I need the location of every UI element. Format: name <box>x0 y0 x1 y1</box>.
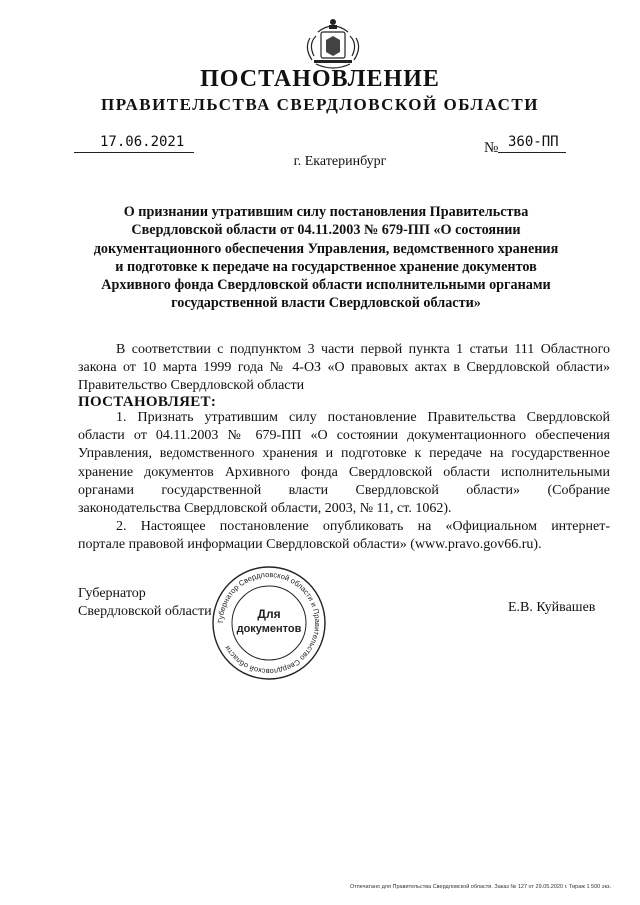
date-underline <box>74 152 194 153</box>
city-line: г. Екатеринбург <box>293 154 387 169</box>
decree-word: ПОСТАНОВЛЯЕТ: <box>78 394 217 410</box>
number-underline <box>498 152 566 153</box>
print-footer-note: Отпечатано для Правительства Свердловской области. Заказ № 127 от 29.05.2020 г. Тираж 1 500 экз. <box>350 884 612 890</box>
item-line: законодательства Свердловской области, 2003, № 11, ст. 1062). <box>78 501 452 517</box>
preamble-line: В соответствии с подпунктом 3 части первой пункта 1 статьи 111 Областного <box>116 342 610 357</box>
preamble-paragraph <box>78 341 610 395</box>
document-number: 360-ПП <box>508 134 559 150</box>
title-line: Свердловской области от 04.11.2003 № 679-ПП «О состоянии <box>131 222 521 239</box>
decree-items <box>78 409 610 555</box>
title-line: О признании утратившим силу постановления Правительства <box>123 204 529 220</box>
item-line: органами государственной власти Свердловской области» (Собрание <box>78 482 610 498</box>
signatory-title-line: Губернатор <box>78 586 146 601</box>
item-line: портале правовой информации Свердловской области» (www.pravo.gov66.ru). <box>78 537 542 553</box>
title-line: и подготовке к передаче на государственное хранение документов <box>115 258 537 275</box>
document-title <box>90 203 562 313</box>
stamp-center-line: Для <box>257 607 281 621</box>
title-line: государственной власти Свердловской области» <box>171 295 481 312</box>
title-line: Архивного фонда Свердловской области исполнительными органами <box>101 277 551 294</box>
item-line: 2. Настоящее постановление опубликовать на «Официальном интернет- <box>116 519 610 535</box>
item-line: хранение документов Архивного фонда Свердловской области исполнительными <box>78 464 610 480</box>
signatory-title-line: Свердловской области <box>78 604 212 619</box>
number-sign: № <box>484 140 499 156</box>
preamble-line: Правительство Свердловской области <box>78 378 305 393</box>
stamp-ring-path: Губернатор Свердловской области и Правительство Свердловской области <box>215 569 323 677</box>
coat-of-arms-emblem <box>296 14 370 72</box>
item-line: области от 04.11.2003 № 679-ПП «О состоянии документационного обеспечения <box>78 428 610 444</box>
document-type-heading: ПОСТАНОВЛЕНИЕ <box>200 66 440 92</box>
preamble-line: закона от 10 марта 1999 года № 4-ОЗ «О правовых актах в Свердловской области» <box>78 360 610 375</box>
issuer-heading: ПРАВИТЕЛЬСТВА СВЕРДЛОВСКОЙ ОБЛАСТИ <box>101 95 539 114</box>
stamp-center-line: документов <box>236 623 302 635</box>
item-line: 1. Признать утратившим силу постановление Правительства Свердловской <box>116 410 610 425</box>
official-stamp <box>210 564 328 682</box>
signatory-name: Е.В. Куйвашев <box>508 600 596 615</box>
item-line: Управления, ведомственного хранения и подготовке к передаче на государственное <box>78 446 610 462</box>
document-date: 17.06.2021 <box>100 134 185 150</box>
title-line: документационного обеспечения Управления, ведомственного хранения <box>93 240 559 257</box>
signatory-title <box>78 585 212 621</box>
